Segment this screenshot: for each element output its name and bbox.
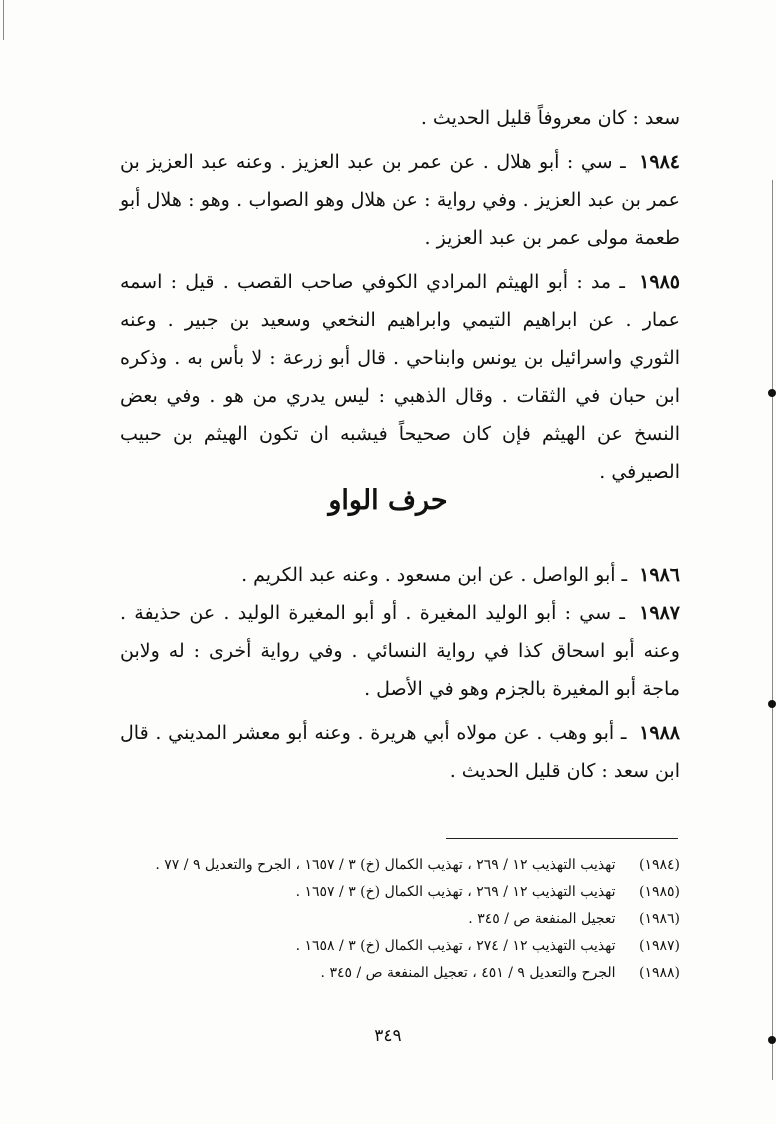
binding-hole-mark: [768, 700, 776, 708]
footnote-text: تهذيب التهذيب ١٢ / ٢٧٤ ، تهذيب الكمال (خ) ٣ / ١٦٥٨ .: [295, 938, 616, 954]
footnote-number: (١٩٨٦): [638, 911, 680, 927]
footnote: [100, 852, 680, 879]
scan-edge-right: [772, 180, 773, 1080]
entry-text: ـ سي : أبو الوليد المغيرة . أو أبو المغيرة الوليد . عن حذيفة . وعنه أبو اسحاق كذا في رواية النسائي . وفي رواية أخرى : له ولابن ماجة أبو المغيرة بالجزم وهو في الأصل .: [120, 602, 680, 700]
footnote: [100, 906, 680, 933]
entry-1987: [120, 594, 680, 708]
footnote-text: تهذيب التهذيب ١٢ / ٢٦٩ ، تهذيب الكمال (خ) ٣ / ١٦٥٧ ، الجرح والتعديل ٩ / ٧٧ .: [155, 857, 616, 873]
footnote-number: (١٩٨٨): [638, 965, 680, 981]
footnote-number: (١٩٨٤): [638, 857, 680, 873]
entry-1984: [120, 143, 680, 257]
upper-text-block: [120, 99, 680, 491]
entry-text: ـ سي : أبو هلال . عن عمر بن عبد العزيز . وعنه عبد العزيز بن عمر بن عبد العزيز . وفي رواية : عن هلال وهو الصواب . وهو : هلال أبو طعمة مولى عمر بن عبد العزيز .: [120, 151, 680, 249]
footnote: [100, 879, 680, 906]
footnote-text: تعجيل المنفعة ص / ٣٤٥ .: [468, 911, 616, 927]
entry-number: ١٩٨٥: [639, 271, 680, 293]
entry-1986: [120, 556, 680, 594]
entry-number: ١٩٨٦: [639, 564, 680, 586]
binding-hole-mark: [768, 1036, 776, 1044]
entry-1985: [120, 263, 680, 491]
footnote: [100, 933, 680, 960]
scan-edge-left: [3, 0, 4, 40]
binding-hole-mark: [768, 389, 776, 397]
footnote-number: (١٩٨٧): [638, 938, 680, 954]
footnote-text: تهذيب التهذيب ١٢ / ٢٦٩ ، تهذيب الكمال (خ) ٣ / ١٦٥٧ .: [295, 884, 616, 900]
page-number: ٣٤٩: [374, 1026, 402, 1046]
intro-line: سعد : كان معروفاً قليل الحديث .: [420, 107, 680, 129]
entry-text: ـ أبو الواصل . عن ابن مسعود . وعنه عبد الكريم .: [241, 564, 628, 586]
footnotes: [100, 852, 680, 987]
lower-text-block: [120, 556, 680, 790]
footnote: [100, 960, 680, 987]
footnote-separator: [446, 838, 678, 839]
entry-text: ـ مد : أبو الهيثم المرادي الكوفي صاحب القصب . قيل : اسمه عمار . عن ابراهيم التيمي وابراهيم النخعي وسعيد بن جبير . وعنه الثوري واسرائيل بن يونس وابناحي . قال أبو زرعة : لا بأس به . وذكره ابن حبان في الثقات . وقال الذهبي : ليس يدري من هو . وفي بعض النسخ عن الهيثم فإن كان صحيحاً فيشبه ان تكون الهيثم بن حبيب الصيرفي .: [120, 271, 680, 483]
section-heading: حرف الواو: [328, 485, 448, 516]
entry-number: ١٩٨٨: [639, 722, 680, 744]
footnote-text: الجرح والتعديل ٩ / ٤٥١ ، تعجيل المنفعة ص / ٣٤٥ .: [320, 965, 616, 981]
entry-number: ١٩٨٤: [639, 151, 680, 173]
entry-text: ـ أبو وهب . عن مولاه أبي هريرة . وعنه أبو معشر المديني . قال ابن سعد : كان قليل الحديث .: [120, 722, 680, 782]
entry-1988: [120, 714, 680, 790]
entry-number: ١٩٨٧: [639, 602, 680, 624]
footnote-number: (١٩٨٥): [638, 884, 680, 900]
